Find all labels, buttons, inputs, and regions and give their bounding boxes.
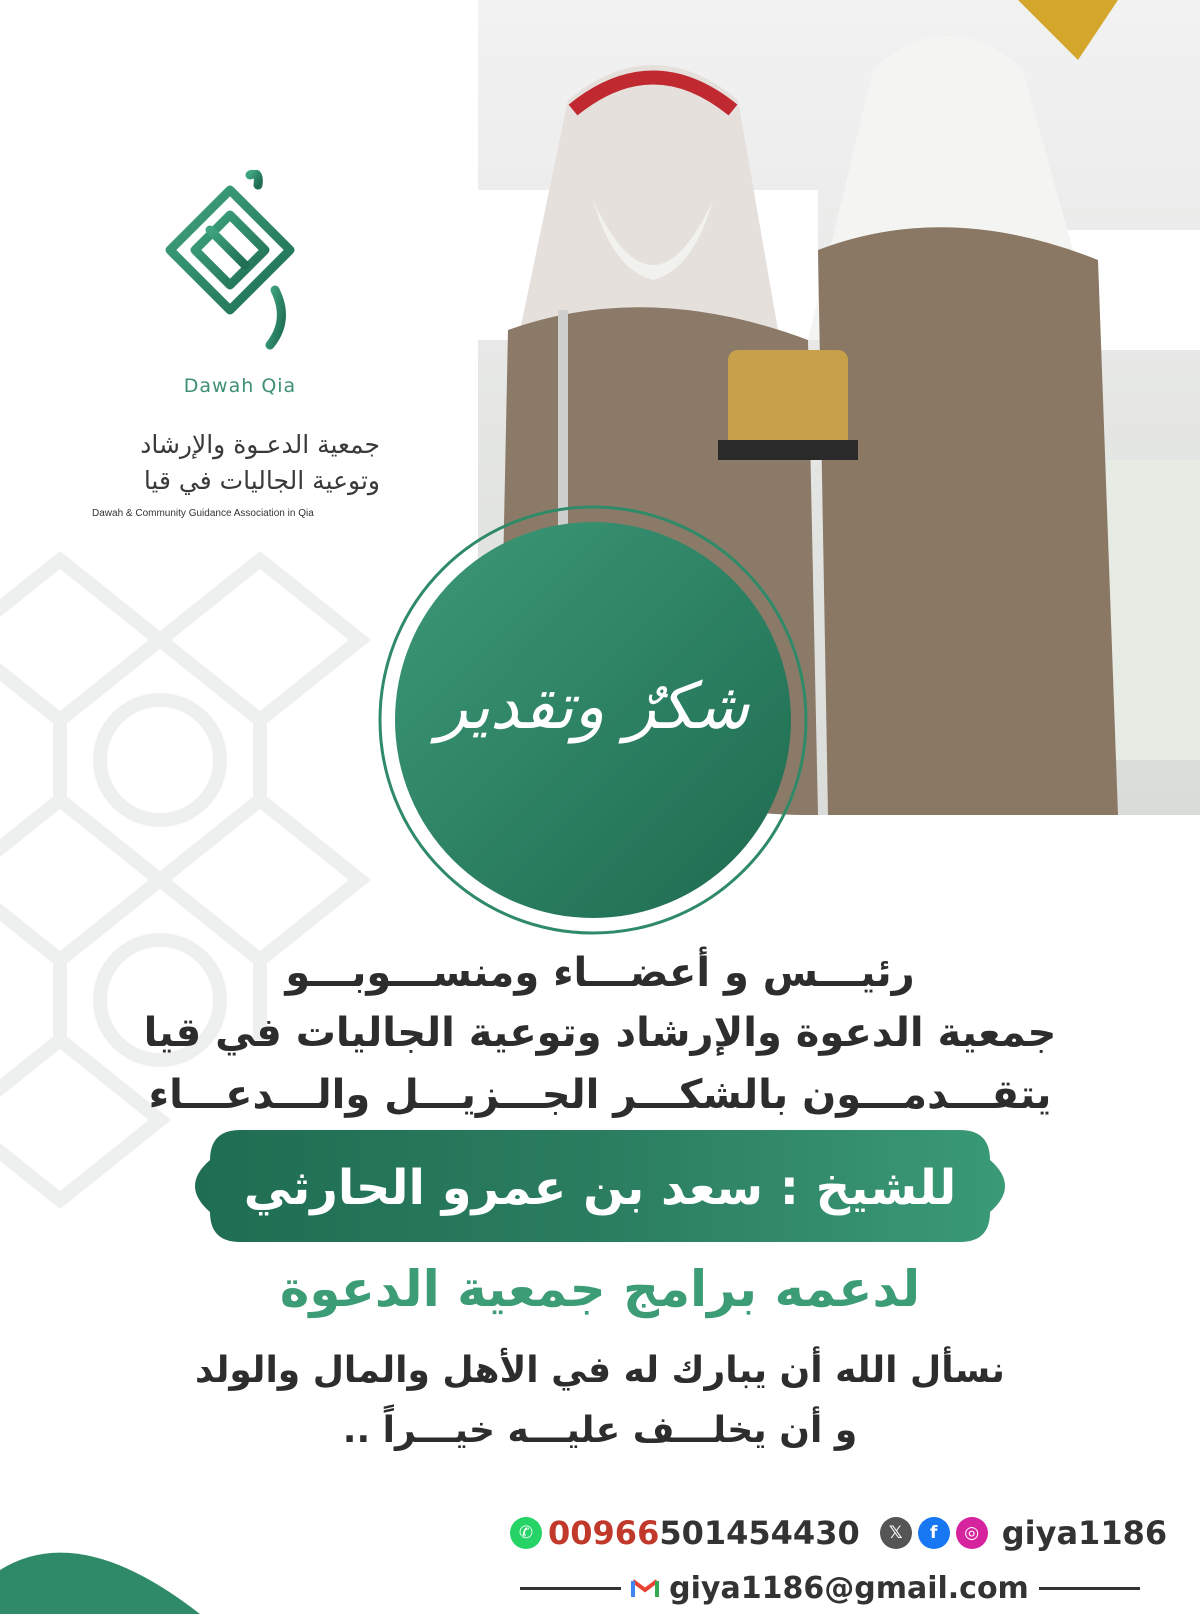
email-row — [520, 1568, 1140, 1608]
badge-calligraphy: شكرٌ وتقدير — [436, 670, 750, 744]
corner-decoration — [0, 1530, 200, 1614]
x-icon[interactable]: 𝕏 — [880, 1517, 912, 1549]
brand-english-name: Dawah & Community Guidance Association in Qia — [92, 508, 314, 519]
brand-arabic-line-2: وتوعية الجاليات في قيا — [143, 466, 380, 495]
prayer-line-1: نسأل الله أن يبارك له في الأهل والمال والولد — [195, 1350, 1005, 1391]
whatsapp-icon[interactable]: ✆ — [510, 1517, 542, 1549]
prayer-line-2: و أن يخلـــف عليـــه خيـــراً .. — [342, 1410, 858, 1451]
message-line-3: يتقـــدمـــون بالشكـــر الجـــزيـــل والـــدعـــاء — [148, 1072, 1052, 1118]
association-logo — [150, 170, 310, 370]
facebook-icon[interactable]: f — [918, 1517, 950, 1549]
support-reason: لدعمه برامج جمعية الدعوة — [279, 1260, 921, 1318]
phone-number[interactable] — [548, 1514, 860, 1552]
phone-local-number: 501454430 — [659, 1514, 860, 1552]
phone-country-code: 00966 — [548, 1514, 660, 1552]
social-handle[interactable]: giya1186 — [1001, 1514, 1168, 1552]
message-line-2: جمعية الدعوة والإرشاد وتوعية الجاليات في قيا — [143, 1010, 1057, 1056]
gmail-icon[interactable] — [631, 1577, 659, 1599]
brand-latin-name: Dawah Qia — [183, 375, 297, 397]
message-line-1: رئيـــس و أعضـــاء ومنســـوبـــو — [285, 950, 915, 996]
divider-right — [1039, 1587, 1140, 1590]
honoree-name: للشيخ : سعد بن عمرو الحارثي — [243, 1160, 957, 1216]
email-address[interactable]: giya1186@gmail.com — [669, 1570, 1029, 1606]
brand-arabic-line-1: جمعية الدعـوة والإرشاد — [140, 430, 380, 459]
divider-left — [520, 1587, 621, 1590]
contact-row — [510, 1508, 1167, 1558]
instagram-icon[interactable]: ◎ — [956, 1517, 988, 1549]
